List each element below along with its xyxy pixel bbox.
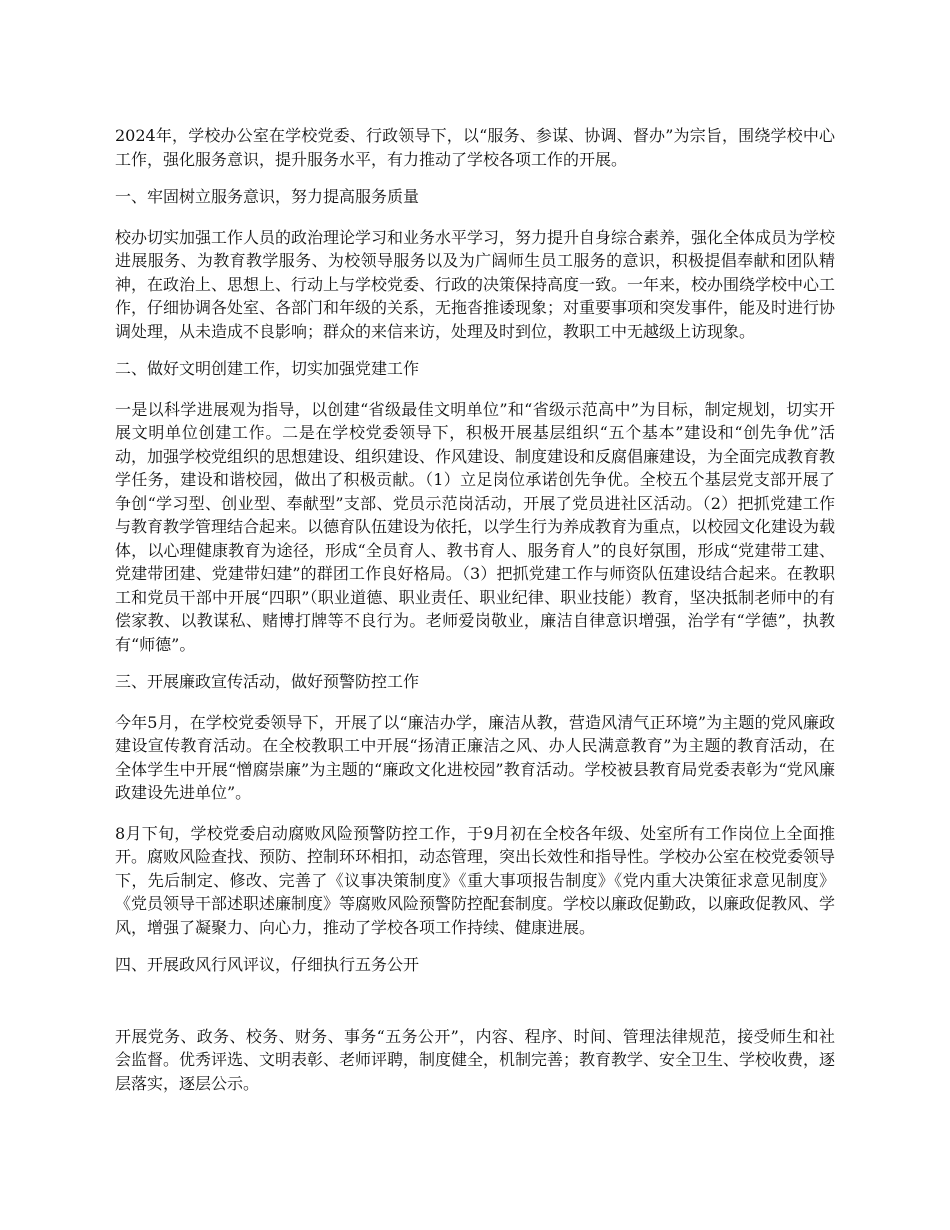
section-4-paragraph: 开展党务、政务、校务、财务、事务“五务公开”，内容、程序、时间、管理法律规范，接受师生和社会监督。优秀评选、文明表彰、老师评聘，制度健全，机制完善；教育教学、安全卫生、学校收费，逐层落实，逐层公示。 xyxy=(115,1026,836,1093)
section-3-paragraph-1: 今年5月，在学校党委领导下，开展了以“廉洁办学，廉洁从教，营造风清气正环境”为主题的党风廉政建设宣传教育活动。在全校教职工中开展“扬清正廉洁之风、办人民满意教育”为主题的教育活动，在全体学生中开展“憎腐崇廉”为主题的“廉政文化进校园”教育活动。学校被县教育局党委表彰为“党风廉政建设先进单位”。 xyxy=(115,712,835,802)
spacer xyxy=(115,694,835,711)
section-2-heading: 二、做好文明创建工作，切实加强党建工作 xyxy=(115,359,420,378)
spacer xyxy=(115,977,835,1025)
section-1-paragraph: 校办切实加强工作人员的政治理论学习和业务水平学习，努力提升自身综合素养，强化全体成员为学校进展服务、为教育教学服务、为校领导服务以及为广阔师生员工服务的意识，积极提倡奉献和团队精神，在政治上、思想上、行动上与学校党委、行政的决策保持高度一致。一年来，校办围绕学校中心工作，仔细协调各处室、各部门和年级的关系，无拖沓推诿现象；对重要事项和突发事件，能及时进行协调处理，从未造成不良影响；群众的来信来访，处理及时到位，教职工中无越级上访现象。 xyxy=(115,227,836,341)
section-3-paragraph-2: 8月下旬，学校党委启动腐败风险预警防控工作，于9月初在全校各年级、处室所有工作岗位上全面推开。腐败风险查找、预防、控制环环相扣，动态管理，突出长效性和指导性。学校办公室在校党委领导下，先后制定、修改、完善了《议事决策制度》《重大事项报告制度》《党内重大决策征求意见制度》《党员领导干部述职述廉制度》等腐败风险预警防控配套制度。学校以廉政促勤政，以廉政促教风、学风，增强了凝聚力、向心力，推动了学校各项工作持续、健康进展。 xyxy=(115,823,836,937)
section-1-heading: 一、牢固树立服务意识，努力提高服务质量 xyxy=(115,187,420,206)
spacer xyxy=(115,805,835,822)
spacer xyxy=(115,209,835,226)
document-body xyxy=(115,124,835,1095)
intro-paragraph: 2024年，学校办公室在学校党委、行政领导下，以“服务、参谋、协调、督办”为宗旨，围绕学校中心工作，强化服务意识，提升服务水平，有力推动了学校各项工作的开展。 xyxy=(115,126,835,169)
spacer xyxy=(115,171,835,185)
section-4-heading: 四、开展政风行风评议，仔细执行五务公开 xyxy=(115,955,420,974)
spacer xyxy=(115,656,835,670)
section-3-heading: 三、开展廉政宣传活动，做好预警防控工作 xyxy=(115,672,420,691)
section-2-paragraph: 一是以科学进展观为指导，以创建“省级最佳文明单位”和“省级示范高中”为目标，制定规划，切实开展文明单位创建工作。二是在学校党委领导下，积极开展基层组织“五个基本”建设和“创先争优”活动，加强学校党组织的思想建设、组织建设、作风建设、制度建设和反腐倡廉建设，为全面完成教育教学任务，建设和谐校园，做出了积极贡献。（1）立足岗位承诺创先争优。全校五个基层党支部开展了争创“学习型、创业型、奉献型”支部、党员示范岗活动，开展了党员进社区活动。（2）把抓党建工作与教育教学管理结合起来。以德育队伍建设为依托，以学生行为养成教育为重点，以校园文化建设为载体，以心理健康教育为途径，形成“全员育人、教书育人、服务育人”的良好氛围，形成“党建带工建、党建带团建、党建带妇建”的群团工作良好格局。（3）把抓党建工作与师资队伍建设结合起来。在教职工和党员干部中开展“四职”（职业道德、职业责任、职业纪律、职业技能）教育，坚决抵制老师中的有偿家教、以教谋私、赌博打牌等不良行为。老师爱岗敬业，廉洁自律意识增强，治学有“学德”，执教有“师德”。 xyxy=(115,399,836,654)
spacer xyxy=(115,343,835,357)
spacer xyxy=(115,939,835,953)
spacer xyxy=(115,381,835,398)
